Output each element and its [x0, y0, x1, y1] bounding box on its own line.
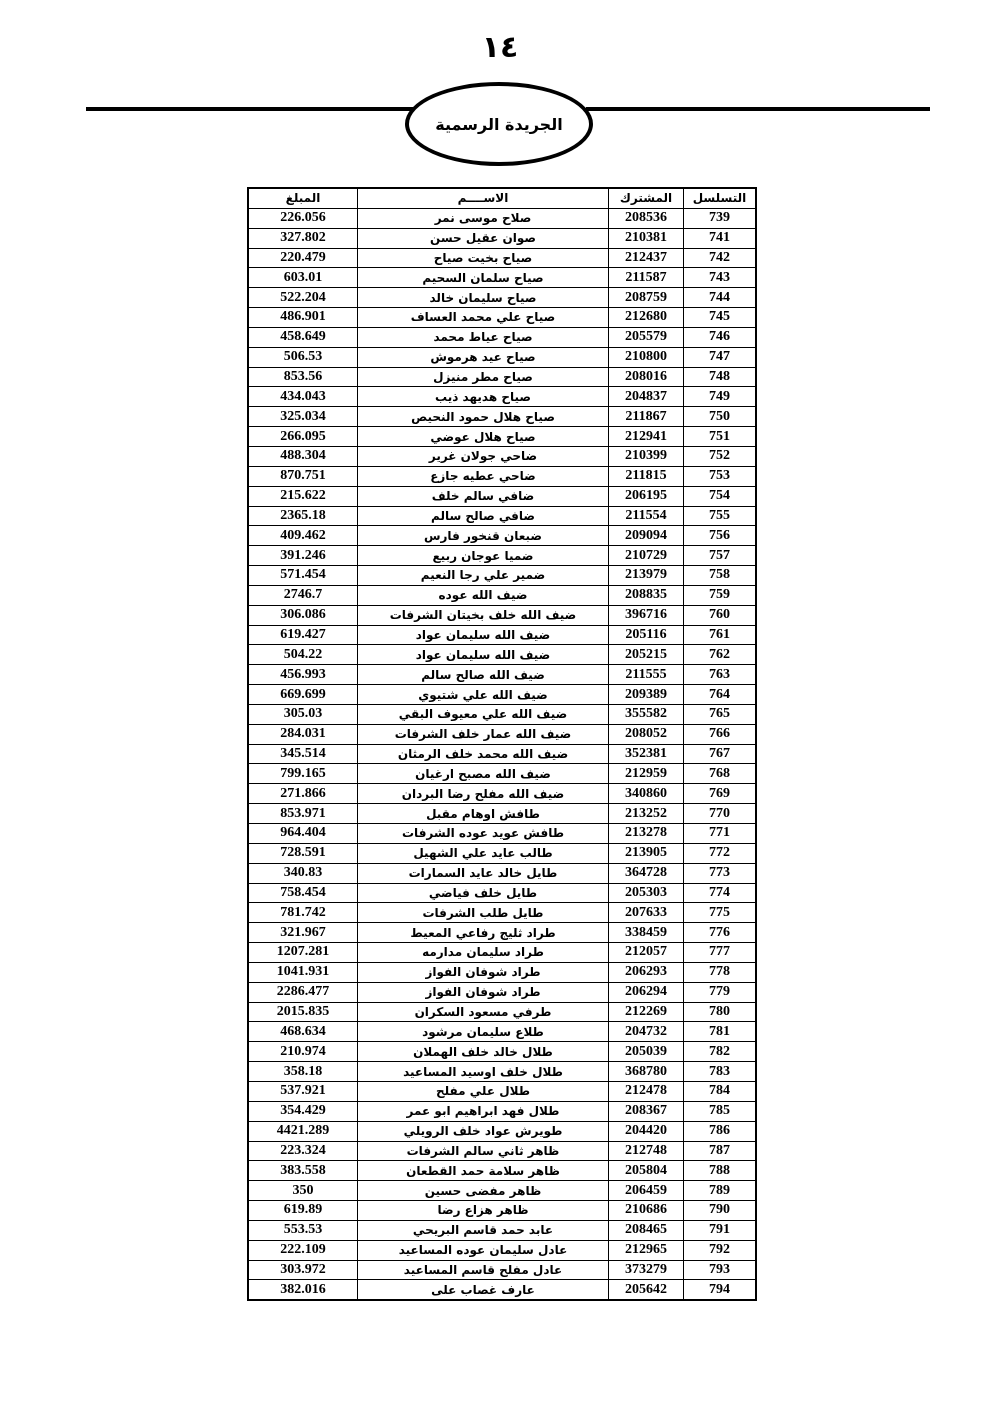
cell-serial: 750 [684, 407, 757, 427]
cell-name: طافش اوهام مقبل [358, 804, 609, 824]
cell-serial: 772 [684, 843, 757, 863]
cell-amount: 571.454 [248, 566, 358, 586]
cell-name: طافش عويد عوده الشرفات [358, 824, 609, 844]
cell-name: طويرش عواد خلف الرويلي [358, 1121, 609, 1141]
table-row [248, 526, 756, 546]
cell-amount: 619.89 [248, 1201, 358, 1221]
cell-subscriber: 204732 [609, 1022, 684, 1042]
cell-amount: 321.967 [248, 923, 358, 943]
table-row [248, 1240, 756, 1260]
cell-name: صياح عياط محمد [358, 327, 609, 347]
cell-name: صياح سليمان خالد [358, 288, 609, 308]
table-row [248, 804, 756, 824]
table-row [248, 685, 756, 705]
cell-serial: 752 [684, 446, 757, 466]
cell-subscriber: 210800 [609, 347, 684, 367]
cell-amount: 456.993 [248, 665, 358, 685]
cell-serial: 778 [684, 962, 757, 982]
cell-amount: 350 [248, 1181, 358, 1201]
cell-serial: 780 [684, 1002, 757, 1022]
table-row [248, 446, 756, 466]
cell-serial: 753 [684, 466, 757, 486]
table-row [248, 843, 756, 863]
cell-name: صياح علي محمد العساف [358, 308, 609, 328]
cell-name: ضيف الله سليمان عواد [358, 645, 609, 665]
table-body [248, 208, 756, 1300]
table-row [248, 1141, 756, 1161]
table-row [248, 1121, 756, 1141]
cell-name: صياح بخيت صياح [358, 248, 609, 268]
cell-subscriber: 205116 [609, 625, 684, 645]
cell-serial: 790 [684, 1201, 757, 1221]
table-row [248, 546, 756, 566]
cell-name: صياح مطر منيزل [358, 367, 609, 387]
cell-name: طراد ثليج رفاعي المعيط [358, 923, 609, 943]
cell-amount: 486.901 [248, 308, 358, 328]
cell-name: عابد حمد قاسم البريحي [358, 1220, 609, 1240]
cell-subscriber: 208016 [609, 367, 684, 387]
cell-amount: 2015.835 [248, 1002, 358, 1022]
cell-serial: 786 [684, 1121, 757, 1141]
cell-name: ضاحي عطيه جازع [358, 466, 609, 486]
table-row [248, 982, 756, 1002]
cell-amount: 223.324 [248, 1141, 358, 1161]
cell-name: ظاهر مفضى حسين [358, 1181, 609, 1201]
cell-serial: 781 [684, 1022, 757, 1042]
cell-amount: 271.866 [248, 784, 358, 804]
cell-subscriber: 212941 [609, 427, 684, 447]
table-row [248, 1101, 756, 1121]
cell-amount: 781.742 [248, 903, 358, 923]
table-row [248, 1181, 756, 1201]
cell-subscriber: 205303 [609, 883, 684, 903]
table-row [248, 943, 756, 963]
cell-subscriber: 213278 [609, 824, 684, 844]
cell-subscriber: 208367 [609, 1101, 684, 1121]
cell-amount: 458.649 [248, 327, 358, 347]
cell-amount: 220.479 [248, 248, 358, 268]
cell-serial: 761 [684, 625, 757, 645]
cell-name: طلال خالد خلف الهملان [358, 1042, 609, 1062]
table-row [248, 1280, 756, 1300]
cell-name: ظاهر ثاني سالم الشرفات [358, 1141, 609, 1161]
cell-serial: 745 [684, 308, 757, 328]
cell-name: صلاح موسى نمر [358, 208, 609, 228]
cell-name: صياح هلال عوضي [358, 427, 609, 447]
table-row [248, 665, 756, 685]
header-name: الاســــم [358, 188, 609, 208]
cell-name: صياح هديهد ذيب [358, 387, 609, 407]
cell-name: طايل خالد عايد السمارات [358, 863, 609, 883]
cell-amount: 215.622 [248, 486, 358, 506]
cell-amount: 2286.477 [248, 982, 358, 1002]
cell-amount: 382.016 [248, 1280, 358, 1300]
cell-serial: 770 [684, 804, 757, 824]
table-row [248, 367, 756, 387]
cell-serial: 791 [684, 1220, 757, 1240]
cell-subscriber: 210729 [609, 546, 684, 566]
cell-amount: 391.246 [248, 546, 358, 566]
header-serial: التسلسل [684, 188, 757, 208]
cell-subscriber: 210399 [609, 446, 684, 466]
cell-amount: 553.53 [248, 1220, 358, 1240]
cell-name: طلال خلف اوسيد المساعيد [358, 1062, 609, 1082]
table-row [248, 883, 756, 903]
table-row [248, 962, 756, 982]
cell-serial: 757 [684, 546, 757, 566]
cell-serial: 794 [684, 1280, 757, 1300]
cell-amount: 506.53 [248, 347, 358, 367]
cell-subscriber: 206195 [609, 486, 684, 506]
header-title: الجريدة الرسمية [435, 114, 563, 134]
cell-serial: 765 [684, 704, 757, 724]
cell-serial: 788 [684, 1161, 757, 1181]
cell-serial: 755 [684, 506, 757, 526]
cell-amount: 537.921 [248, 1081, 358, 1101]
cell-amount: 619.427 [248, 625, 358, 645]
header-rule-left [86, 107, 416, 111]
table-row [248, 724, 756, 744]
cell-subscriber: 211555 [609, 665, 684, 685]
cell-name: عادل سليمان عوده المساعيد [358, 1240, 609, 1260]
cell-name: ضافي صالح سالم [358, 506, 609, 526]
table-row [248, 923, 756, 943]
cell-amount: 210.974 [248, 1042, 358, 1062]
cell-serial: 792 [684, 1240, 757, 1260]
cell-amount: 340.83 [248, 863, 358, 883]
cell-serial: 779 [684, 982, 757, 1002]
cell-amount: 345.514 [248, 744, 358, 764]
cell-serial: 747 [684, 347, 757, 367]
cell-amount: 522.204 [248, 288, 358, 308]
cell-amount: 2746.7 [248, 585, 358, 605]
table-header-row [248, 188, 756, 208]
table-row [248, 1201, 756, 1221]
header-rule-right [586, 107, 930, 111]
cell-amount: 383.558 [248, 1161, 358, 1181]
cell-subscriber: 205039 [609, 1042, 684, 1062]
cell-name: ضيف الله سليمان عواد [358, 625, 609, 645]
cell-serial: 769 [684, 784, 757, 804]
table-row [248, 764, 756, 784]
cell-subscriber: 205579 [609, 327, 684, 347]
cell-name: ضيف الله عوده [358, 585, 609, 605]
cell-serial: 744 [684, 288, 757, 308]
cell-subscriber: 213252 [609, 804, 684, 824]
table-row [248, 288, 756, 308]
cell-name: ضيف الله مفلح رضا البردان [358, 784, 609, 804]
cell-serial: 773 [684, 863, 757, 883]
cell-name: عادل مفلح قاسم المساعيد [358, 1260, 609, 1280]
cell-serial: 766 [684, 724, 757, 744]
cell-amount: 305.03 [248, 704, 358, 724]
header-oval [405, 82, 593, 166]
table-row [248, 784, 756, 804]
cell-amount: 226.056 [248, 208, 358, 228]
cell-name: طرفي مسعود السكران [358, 1002, 609, 1022]
table-row [248, 645, 756, 665]
cell-name: طايل طلب الشرفات [358, 903, 609, 923]
cell-serial: 785 [684, 1101, 757, 1121]
cell-serial: 751 [684, 427, 757, 447]
table-row [248, 248, 756, 268]
cell-subscriber: 212437 [609, 248, 684, 268]
table-row [248, 744, 756, 764]
cell-subscriber: 210686 [609, 1201, 684, 1221]
cell-serial: 767 [684, 744, 757, 764]
cell-subscriber: 211587 [609, 268, 684, 288]
cell-subscriber: 206294 [609, 982, 684, 1002]
cell-subscriber: 205642 [609, 1280, 684, 1300]
cell-amount: 488.304 [248, 446, 358, 466]
cell-name: صياح عيد هرموش [358, 347, 609, 367]
cell-amount: 669.699 [248, 685, 358, 705]
cell-subscriber: 355582 [609, 704, 684, 724]
table-row [248, 1002, 756, 1022]
cell-serial: 793 [684, 1260, 757, 1280]
cell-subscriber: 207633 [609, 903, 684, 923]
cell-serial: 776 [684, 923, 757, 943]
cell-name: ضيف الله علي شتيوي [358, 685, 609, 705]
table-row [248, 347, 756, 367]
cell-serial: 746 [684, 327, 757, 347]
cell-serial: 762 [684, 645, 757, 665]
table-row [248, 387, 756, 407]
cell-amount: 603.01 [248, 268, 358, 288]
cell-serial: 777 [684, 943, 757, 963]
cell-subscriber: 213905 [609, 843, 684, 863]
table-row [248, 466, 756, 486]
table-row [248, 1161, 756, 1181]
payments-table-wrapper [247, 187, 752, 1301]
cell-name: صياح سلمان السحيم [358, 268, 609, 288]
cell-serial: 758 [684, 566, 757, 586]
cell-name: ضبعان قنخور فارس [358, 526, 609, 546]
cell-amount: 1041.931 [248, 962, 358, 982]
cell-amount: 266.095 [248, 427, 358, 447]
cell-amount: 303.972 [248, 1260, 358, 1280]
cell-name: ضيف الله مصبح ارغيان [358, 764, 609, 784]
table-row [248, 625, 756, 645]
cell-subscriber: 211554 [609, 506, 684, 526]
cell-subscriber: 368780 [609, 1062, 684, 1082]
cell-subscriber: 206459 [609, 1181, 684, 1201]
cell-serial: 763 [684, 665, 757, 685]
cell-serial: 787 [684, 1141, 757, 1161]
cell-subscriber: 205804 [609, 1161, 684, 1181]
cell-amount: 504.22 [248, 645, 358, 665]
cell-subscriber: 212478 [609, 1081, 684, 1101]
cell-amount: 468.634 [248, 1022, 358, 1042]
table-row [248, 427, 756, 447]
cell-subscriber: 212748 [609, 1141, 684, 1161]
table-row [248, 506, 756, 526]
table-row [248, 863, 756, 883]
table-row [248, 605, 756, 625]
cell-subscriber: 205215 [609, 645, 684, 665]
cell-amount: 964.404 [248, 824, 358, 844]
table-row [248, 1220, 756, 1240]
cell-name: طراد شوفان الفواز [358, 962, 609, 982]
cell-name: طالب عايد علي الشهيل [358, 843, 609, 863]
table-row [248, 1081, 756, 1101]
cell-serial: 775 [684, 903, 757, 923]
cell-serial: 749 [684, 387, 757, 407]
cell-subscriber: 212269 [609, 1002, 684, 1022]
cell-subscriber: 212965 [609, 1240, 684, 1260]
cell-subscriber: 208465 [609, 1220, 684, 1240]
cell-amount: 853.971 [248, 804, 358, 824]
table-row [248, 704, 756, 724]
cell-subscriber: 208536 [609, 208, 684, 228]
cell-serial: 748 [684, 367, 757, 387]
cell-subscriber: 209094 [609, 526, 684, 546]
cell-subscriber: 211815 [609, 466, 684, 486]
cell-serial: 783 [684, 1062, 757, 1082]
cell-serial: 768 [684, 764, 757, 784]
cell-serial: 784 [684, 1081, 757, 1101]
cell-serial: 782 [684, 1042, 757, 1062]
table-row [248, 486, 756, 506]
cell-name: ضيف الله خلف بخيتان الشرفات [358, 605, 609, 625]
cell-name: ظاهر سلامة حمد القطعان [358, 1161, 609, 1181]
cell-name: ضيف الله صالح سالم [358, 665, 609, 685]
cell-amount: 853.56 [248, 367, 358, 387]
cell-name: صوان عقيل حسن [358, 228, 609, 248]
cell-subscriber: 212680 [609, 308, 684, 328]
cell-subscriber: 396716 [609, 605, 684, 625]
table-row [248, 824, 756, 844]
header-amount: المبلغ [248, 188, 358, 208]
cell-subscriber: 364728 [609, 863, 684, 883]
cell-amount: 1207.281 [248, 943, 358, 963]
cell-subscriber: 211867 [609, 407, 684, 427]
cell-name: طايل خلف فياضي [358, 883, 609, 903]
cell-name: صياح هلال حمود النحيص [358, 407, 609, 427]
cell-name: ضيف الله محمد خلف الرمثان [358, 744, 609, 764]
page-number: ١٤ [481, 30, 519, 65]
cell-amount: 728.591 [248, 843, 358, 863]
table-row [248, 308, 756, 328]
cell-subscriber: 208052 [609, 724, 684, 744]
cell-amount: 2365.18 [248, 506, 358, 526]
cell-serial: 764 [684, 685, 757, 705]
cell-amount: 306.086 [248, 605, 358, 625]
cell-amount: 354.429 [248, 1101, 358, 1121]
cell-serial: 771 [684, 824, 757, 844]
table-row [248, 1022, 756, 1042]
cell-name: طلال علي مفلح [358, 1081, 609, 1101]
table-row [248, 268, 756, 288]
cell-subscriber: 204420 [609, 1121, 684, 1141]
table-row [248, 1042, 756, 1062]
cell-name: ظاهر هزاع رضا [358, 1201, 609, 1221]
table-row [248, 1260, 756, 1280]
cell-name: ضيف الله عمار خلف الشرفات [358, 724, 609, 744]
cell-subscriber: 209389 [609, 685, 684, 705]
table-row [248, 407, 756, 427]
cell-serial: 742 [684, 248, 757, 268]
header-subscriber: المشترك [609, 188, 684, 208]
table-row [248, 327, 756, 347]
cell-amount: 325.034 [248, 407, 358, 427]
table-row [248, 585, 756, 605]
cell-amount: 434.043 [248, 387, 358, 407]
cell-amount: 409.462 [248, 526, 358, 546]
cell-subscriber: 340860 [609, 784, 684, 804]
cell-amount: 758.454 [248, 883, 358, 903]
cell-amount: 358.18 [248, 1062, 358, 1082]
cell-serial: 760 [684, 605, 757, 625]
cell-name: ضمير علي رجا النعيم [358, 566, 609, 586]
cell-subscriber: 213979 [609, 566, 684, 586]
cell-amount: 870.751 [248, 466, 358, 486]
cell-serial: 774 [684, 883, 757, 903]
cell-serial: 754 [684, 486, 757, 506]
table-row [248, 228, 756, 248]
cell-serial: 743 [684, 268, 757, 288]
cell-serial: 756 [684, 526, 757, 546]
cell-amount: 799.165 [248, 764, 358, 784]
cell-name: عارف غصاب على [358, 1280, 609, 1300]
cell-name: طراد سليمان مدارمه [358, 943, 609, 963]
cell-name: ضيف الله علي معيوف البقي [358, 704, 609, 724]
cell-subscriber: 352381 [609, 744, 684, 764]
cell-name: طلاع سليمان مرشود [358, 1022, 609, 1042]
cell-amount: 222.109 [248, 1240, 358, 1260]
cell-subscriber: 373279 [609, 1260, 684, 1280]
table-row [248, 1062, 756, 1082]
cell-name: طلال فهد ابراهيم ابو عمر [358, 1101, 609, 1121]
cell-subscriber: 212959 [609, 764, 684, 784]
cell-serial: 789 [684, 1181, 757, 1201]
cell-subscriber: 204837 [609, 387, 684, 407]
cell-serial: 759 [684, 585, 757, 605]
cell-subscriber: 210381 [609, 228, 684, 248]
cell-serial: 741 [684, 228, 757, 248]
cell-serial: 739 [684, 208, 757, 228]
cell-name: ضاحي جولان غرير [358, 446, 609, 466]
cell-amount: 327.802 [248, 228, 358, 248]
table-row [248, 566, 756, 586]
cell-subscriber: 208835 [609, 585, 684, 605]
cell-subscriber: 208759 [609, 288, 684, 308]
cell-name: ضافي سالم خلف [358, 486, 609, 506]
cell-name: طراد شوفان الفواز [358, 982, 609, 1002]
cell-subscriber: 206293 [609, 962, 684, 982]
cell-subscriber: 338459 [609, 923, 684, 943]
cell-amount: 284.031 [248, 724, 358, 744]
table-row [248, 208, 756, 228]
table-row [248, 903, 756, 923]
payments-table [247, 187, 757, 1301]
cell-amount: 4421.289 [248, 1121, 358, 1141]
cell-name: ضميا عوجان ربيع [358, 546, 609, 566]
cell-subscriber: 212057 [609, 943, 684, 963]
